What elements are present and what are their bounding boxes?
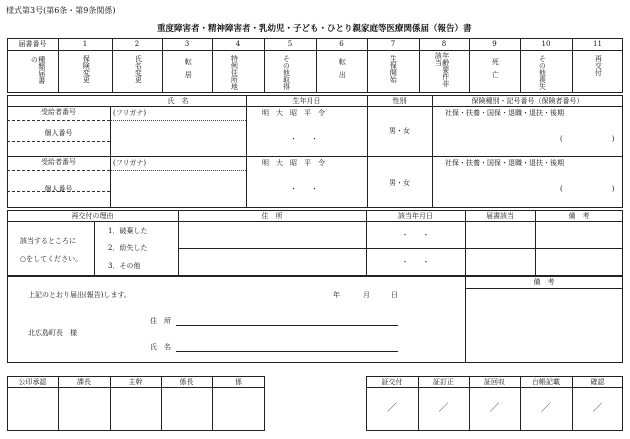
col-number-5: 5 [287,40,293,48]
type-relocation: 転居 [184,58,193,84]
col-number-10: 10 [541,40,551,48]
date-month-label: 月 [363,291,370,299]
stamp-confirmation: 確認 [590,378,605,386]
reason-option-1: 1．破棄した [108,227,148,235]
stamp-official-seal: 公印承認 [18,378,47,386]
form-type-label: 種類届書の [30,56,46,84]
stamp-staff: 係 [235,378,242,386]
slash-mark: ／ [489,403,500,414]
reissue-doc-header: 届書該当 [486,212,514,220]
form-title: 重度障害者・精神障害者・乳幼児・子ども・ひとり親家庭等医療関係届（報告）書 [157,24,472,34]
stamp-subsection-chief: 係長 [179,378,194,386]
recipient-no-label: 受給者番号 [41,158,76,166]
col-number-11: 11 [593,40,602,48]
reissue-date-dots: ・ ・ [401,258,430,266]
col-number-8: 8 [441,40,447,48]
insurance-options: 社保・扶養・国保・退職・退扶・後期 [445,159,564,167]
insurance-options: 社保・扶養・国保・退職・退扶・後期 [445,109,564,117]
reason-option-2: 2．紛失した [108,244,148,252]
stamp-ledger-entry: 台帳記載 [532,378,560,386]
type-age-ineligible: 年齢要件非該当 [434,52,450,87]
col-name-header: 氏 名 [167,97,189,105]
applicant-name-label: 氏 名 [150,343,171,351]
type-moving-out: 転出 [338,58,347,84]
date-day-label: 日 [391,291,398,299]
stamp-card-issue: 証交付 [381,378,403,386]
recipient-no-label: 受給者番号 [41,108,76,116]
col-number-1: 1 [82,40,88,48]
slash-mark: ／ [592,403,603,414]
reason-option-3: 3．その他 [108,262,141,270]
reissue-instruction-1: 該当するところに [20,237,76,245]
birth-date-dots: ・ ・ [290,185,318,193]
date-year-label: 年 [333,291,340,299]
col-number-6: 6 [339,40,344,48]
col-sex-header: 性別 [392,97,407,105]
stamp-manager: 主幹 [128,378,143,386]
reissue-reason-header: 再交付の理由 [71,212,114,220]
col-number-7: 7 [390,40,396,48]
col-number-3: 3 [184,40,190,48]
slash-mark: ／ [438,403,449,414]
type-other-loss: その他喪失 [538,55,547,90]
type-welfare-start: 生保開始 [389,55,398,83]
form-number: 様式第3号(第6条・第9条関係) [6,6,116,15]
insurer-number-parens: ( ) [560,135,615,143]
reissue-address-header: 住 所 [261,212,283,220]
addressee: 北広島町長 様 [28,329,77,337]
stamp-card-correction: 証訂正 [433,378,454,386]
reissue-date-dots: ・ ・ [401,231,430,239]
stamp-section-chief: 課長 [77,378,91,386]
type-special-address: 特例住所地 [230,55,239,90]
slash-mark: ／ [387,403,397,414]
reissue-date-header: 該当年月日 [398,212,433,220]
type-name-change: 氏名変更 [134,55,143,83]
applicant-address-label: 住 所 [150,317,171,325]
personal-no-label: 個人番号 [44,129,73,137]
type-reissue: 再交付 [594,55,603,76]
era-options: 明 大 昭 平 令 [262,159,325,167]
sex-options: 男・女 [389,127,410,135]
reissue-note-header: 備 考 [568,212,590,220]
furigana-label: (フリガナ) [113,159,147,167]
col-number-2: 2 [134,40,140,48]
insurer-number-parens: ( ) [560,185,615,193]
era-options: 明 大 昭 平 令 [262,109,325,117]
col-birth-header: 生年月日 [292,97,321,105]
col-number-4: 4 [235,40,241,48]
form-no-label: 届書番号 [18,40,47,48]
type-insurance-change: 保険変更 [82,55,91,83]
report-statement: 上記のとおり届出(報告)します。 [28,291,131,299]
type-other-acquire: その他取得 [282,55,291,90]
col-number-9: 9 [492,40,497,48]
slash-mark: ／ [541,403,551,414]
stamp-card-recovery: 証回収 [484,378,505,386]
col-insurance-header: 保険種別・記号番号（保険者番号） [471,97,584,105]
furigana-label: (フリガナ) [113,109,147,117]
reissue-instruction-2: ○をしてください。 [20,255,83,263]
birth-date-dots: ・ ・ [290,135,318,143]
personal-no-label: 個人番号 [44,185,73,193]
type-death: 死亡 [491,58,500,84]
sex-options: 男・女 [389,179,410,187]
report-note-header: 備 考 [533,278,555,286]
